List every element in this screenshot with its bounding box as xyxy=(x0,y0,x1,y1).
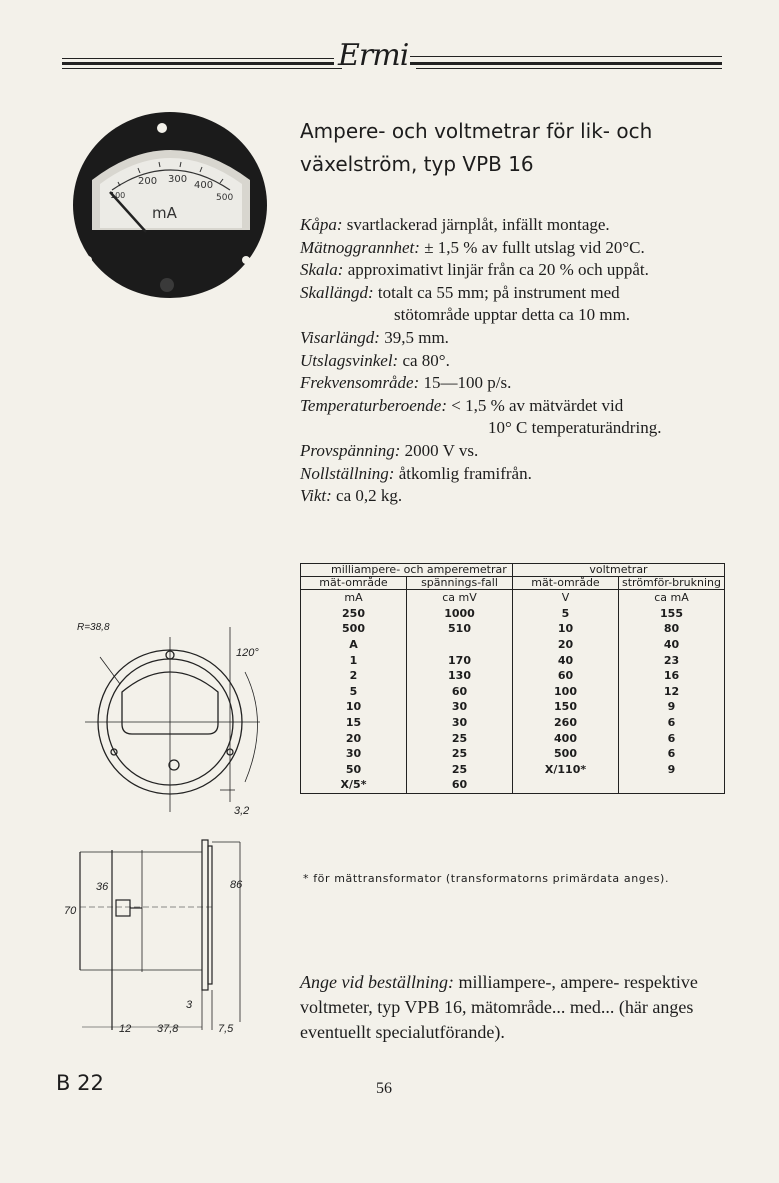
spec-scale: Skala: approximativt linjär från ca 20 % och uppåt. xyxy=(300,260,649,280)
table-row: 15 30 260 6 xyxy=(301,715,725,731)
table-footnote: * för mättransformator (transformatorns primärdata anges). xyxy=(303,872,670,885)
table-row: 5 60 100 12 xyxy=(301,684,725,700)
dim-angle: 120° xyxy=(236,647,259,659)
dim-radius: R=38,8 xyxy=(77,622,110,633)
dim-12: 12 xyxy=(119,1023,132,1035)
table-col-consumption: strömför-brukning xyxy=(619,577,725,590)
table-row: mA ca mV V ca mA xyxy=(301,590,725,606)
dim-hole: 3,2 xyxy=(234,805,250,817)
spec-deflection-angle: Utslagsvinkel: ca 80°. xyxy=(300,350,450,370)
table-row: 500 510 10 80 xyxy=(301,621,725,637)
table-group-ammeters: milliampere- och amperemetrar xyxy=(301,564,513,577)
spec-weight: Vikt: ca 0,2 kg. xyxy=(300,486,403,506)
table-col-range-a: mät-område xyxy=(301,577,407,590)
dim-7-5: 7,5 xyxy=(218,1023,234,1035)
spec-temperature-cont: 10° C temperaturändring. xyxy=(488,418,662,438)
spec-accuracy: Mätnoggrannhet: ± 1,5 % av fullt utslag vid 20°C. xyxy=(300,237,645,257)
table-row: 250 1000 5 155 xyxy=(301,606,725,622)
header-rule-right-2 xyxy=(410,62,722,65)
dim-86: 86 xyxy=(230,879,243,891)
range-table xyxy=(300,563,725,794)
dim-36: 36 xyxy=(96,881,109,893)
order-note-label: Ange vid beställning: xyxy=(300,972,454,992)
meter-unit: mA xyxy=(152,204,177,222)
header-rule-left-1 xyxy=(62,58,334,59)
spec-list xyxy=(300,214,740,508)
meter-photo xyxy=(70,110,280,310)
brand-logo: Ermi xyxy=(338,38,409,73)
header-rule-right-3 xyxy=(416,68,722,69)
page-title: Ampere- och voltmetrar för lik- och växelström, typ VPB 16 xyxy=(300,119,653,176)
spec-zero-adjust: Nollställning: åtkomlig framifrån. xyxy=(300,463,532,483)
spec-scale-length-cont: stötområde upptar detta ca 10 mm. xyxy=(394,305,631,325)
side-view-drawing xyxy=(62,832,282,1037)
dim-37-8: 37,8 xyxy=(157,1023,179,1035)
meter-scale-label-100: 100 xyxy=(110,191,126,200)
dim-70: 70 xyxy=(64,905,77,917)
meter-scale-label-500: 500 xyxy=(216,193,234,203)
table-row: 30 25 500 6 xyxy=(301,746,725,762)
table-row: 10 30 150 9 xyxy=(301,699,725,715)
table-row: 50 25 X/110* 9 xyxy=(301,762,725,778)
front-view-drawing xyxy=(70,612,290,822)
spec-test-voltage: Provspänning: 2000 V vs. xyxy=(300,440,479,460)
header-rule-right-1 xyxy=(410,56,722,57)
spec-scale-length: Skallängd: totalt ca 55 mm; på instrument med xyxy=(300,282,620,302)
meter-scale-label-200: 200 xyxy=(138,176,158,187)
table-group-voltmeters: voltmetrar xyxy=(513,564,725,577)
header-rule-left-3 xyxy=(62,68,342,69)
spec-frequency-range: Frekvensområde: 15—100 p/s. xyxy=(300,373,512,393)
order-note xyxy=(300,970,740,1045)
table-row: 1 170 40 23 xyxy=(301,652,725,668)
meter-scale-label-300: 300 xyxy=(168,174,188,185)
table-row: X/5* 60 xyxy=(301,777,725,793)
table-row: 2 130 60 16 xyxy=(301,668,725,684)
order-note-text: milliampere-, ampere- respektive voltmeter, typ VPB 16, mätområde... med... (här anges eventuellt specialutförande). xyxy=(300,972,698,1042)
spec-temperature: Temperaturberoende: < 1,5 % av mätvärdet vid xyxy=(300,395,624,415)
header-rule-left-2 xyxy=(62,62,334,65)
table-row: A 20 40 xyxy=(301,637,725,653)
table-col-voltage-drop: spännings-fall xyxy=(407,577,513,590)
dim-3: 3 xyxy=(186,999,193,1011)
meter-scale-label-400: 400 xyxy=(194,180,214,191)
table-row: 20 25 400 6 xyxy=(301,730,725,746)
page-id: B 22 xyxy=(56,1071,104,1095)
spec-pointer-length: Visarlängd: 39,5 mm. xyxy=(300,327,449,347)
spec-kapa: Kåpa: svartlackerad järnplåt, infällt montage. xyxy=(300,215,610,234)
page-number: 56 xyxy=(376,1080,392,1097)
table-col-range-v: mät-område xyxy=(513,577,619,590)
